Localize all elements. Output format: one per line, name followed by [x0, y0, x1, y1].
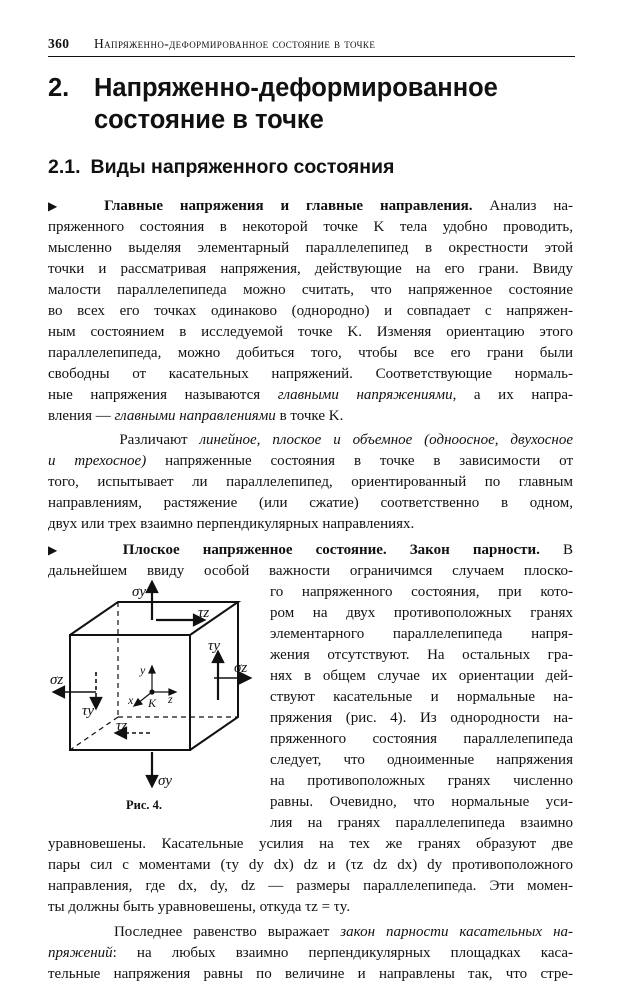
- para3-line9: пряжения (рис. 4). Из однородности на-: [270, 710, 573, 726]
- para3-line1: ▶ Плоское напряженное состояние. Закон парности. В: [48, 542, 573, 558]
- label-point-k: K: [148, 696, 157, 710]
- para1-line11: вления — главными направлениями в точке K.: [48, 408, 344, 424]
- para1-line9: свободны от касательных напряжений. Соответствующие нормаль-: [48, 366, 573, 382]
- para1-line8: параллелепипеда, можно добиться того, чтобы все его грани были: [48, 345, 573, 361]
- para2-line2: и трехосное) напряженные состояния в точке в зависимости от: [48, 453, 573, 469]
- para3-line6: жения отсутствуют. На остальных гра-: [270, 647, 573, 663]
- para4-line1: Последнее равенство выражает закон парности касательных на-: [113, 924, 573, 940]
- label-axis-x: x: [128, 693, 134, 707]
- para3-line18: ты должны быть уравновешены, откуда τz = τy.: [48, 899, 351, 915]
- cube-edges: [70, 602, 238, 750]
- label-axis-y: y: [140, 663, 146, 677]
- running-title: Напряженно-деформированное состояние в точке: [94, 36, 376, 51]
- chapter-number: 2.: [48, 74, 70, 102]
- para1-line3: мысленно выделяя элементарный параллелепипед в окрестности этой: [48, 240, 573, 256]
- para1-l1-rest: Анализ на-: [472, 198, 573, 214]
- running-head: [48, 36, 575, 57]
- figure-caption: Рис. 4.: [126, 798, 163, 812]
- para3-line10: пряженного состояния параллелепипеда: [270, 731, 573, 747]
- para2-line5: двух или трех взаимно перпендикулярных направлениях.: [48, 516, 415, 532]
- para1-line5: малости параллелепипеда можно считать, что напряженное состояние: [48, 282, 573, 298]
- para1-line1: [48, 196, 573, 217]
- para1-line4: точки и рассматривая напряжения, действующие на его грани. Ввиду: [48, 261, 573, 277]
- para3-line5: элементарного параллелепипеда напря-: [270, 626, 573, 642]
- label-sigma-y-top: σy: [132, 584, 147, 600]
- cube-hidden-edges: [70, 602, 238, 750]
- para3-line3: го напряженного состояния, при кото-: [270, 584, 573, 600]
- term-principal-stresses: главными напряжениями: [277, 387, 453, 403]
- para4-line2: пряжений: на любых взаимно перпендикулярных площадках каса-: [48, 945, 573, 961]
- para2-line1: Различают линейное, плоское и объемное (одноосное, двухосное: [119, 432, 573, 448]
- label-tau-z-top: τz: [198, 605, 210, 621]
- para1-line6: во всех его точках одинаково (однородно) и совпадает с напряжен-: [48, 303, 573, 319]
- para3-line11: следует, что одноименные напряжения: [270, 752, 573, 768]
- para1-line7: ным состоянием в исследуемой точке K. Изменяя ориентацию этого: [48, 324, 573, 340]
- label-tau-y-right: τy: [208, 638, 221, 654]
- para3-heading: Плоское напряженное состояние. Закон парности.: [122, 542, 540, 558]
- label-sigma-z-left: σz: [50, 672, 64, 688]
- term-principal-directions: главными направлениями: [114, 408, 276, 424]
- para1-heading: Главные напряжения и главные направления.: [104, 198, 473, 214]
- section-title-text: Виды напряженного состояния: [90, 156, 395, 178]
- para3-line15: уравновешены. Касательные усилия на тех же гранях образуют две: [48, 836, 573, 852]
- label-tau-y-left: τy: [82, 703, 95, 719]
- figure-stressed-cube: [48, 580, 258, 830]
- para3-line13: равны. Очевидно, что нормальные уси-: [270, 794, 573, 810]
- label-axis-z: z: [168, 692, 173, 706]
- para3-line16: пары сил с моментами (τy dy dx) dz и (τz dz dx) dy противоположного: [48, 857, 573, 873]
- para3-line8: ствуют касательные и нормальные на-: [270, 689, 573, 705]
- para3-line12: на противоположных гранях численно: [270, 773, 573, 789]
- para3-line4: ром на двух противоположных гранях: [270, 605, 573, 621]
- para2-line4: направлениям, растяжение (или сжатие) соответственно в одном,: [48, 495, 573, 511]
- para4-line3: тельные напряжения равны по величине и направлены так, что стре-: [48, 966, 573, 982]
- chapter-title-text: Напряженно-деформированное состояние в точке: [94, 74, 498, 134]
- label-sigma-z-right: σz: [234, 660, 248, 676]
- label-sigma-y-bottom: σy: [158, 773, 173, 789]
- section-title: [48, 156, 394, 179]
- label-tau-z-bottom: τz: [116, 718, 128, 734]
- section-number: 2.1.: [48, 156, 81, 178]
- para3-line17: направления, где dx, dy, dz — размеры параллелепипеда. Эти момен-: [48, 878, 573, 894]
- para3-line7: нях в общем случае их ориентации дей-: [270, 668, 573, 684]
- para1-line2: пряженного состояния в некоторой точке K тела удобно проводить,: [48, 219, 573, 235]
- para1-line10: ные напряжения называются главными напряжениями, а их напра-: [48, 387, 573, 403]
- para2-line3: того, испытывает ли параллелепипед, ориентированный по главным: [48, 474, 573, 490]
- triangle-marker-icon: ▶: [48, 543, 77, 557]
- para3-line14: лия на гранях параллелепипеда взаимно: [270, 815, 573, 831]
- para3-line2: дальнейшем ввиду особой важности ограничимся случаем плоско-: [48, 563, 573, 579]
- page-number: 360: [48, 36, 70, 51]
- cube-top-face: [70, 602, 238, 635]
- triangle-marker-icon: ▶: [48, 199, 71, 213]
